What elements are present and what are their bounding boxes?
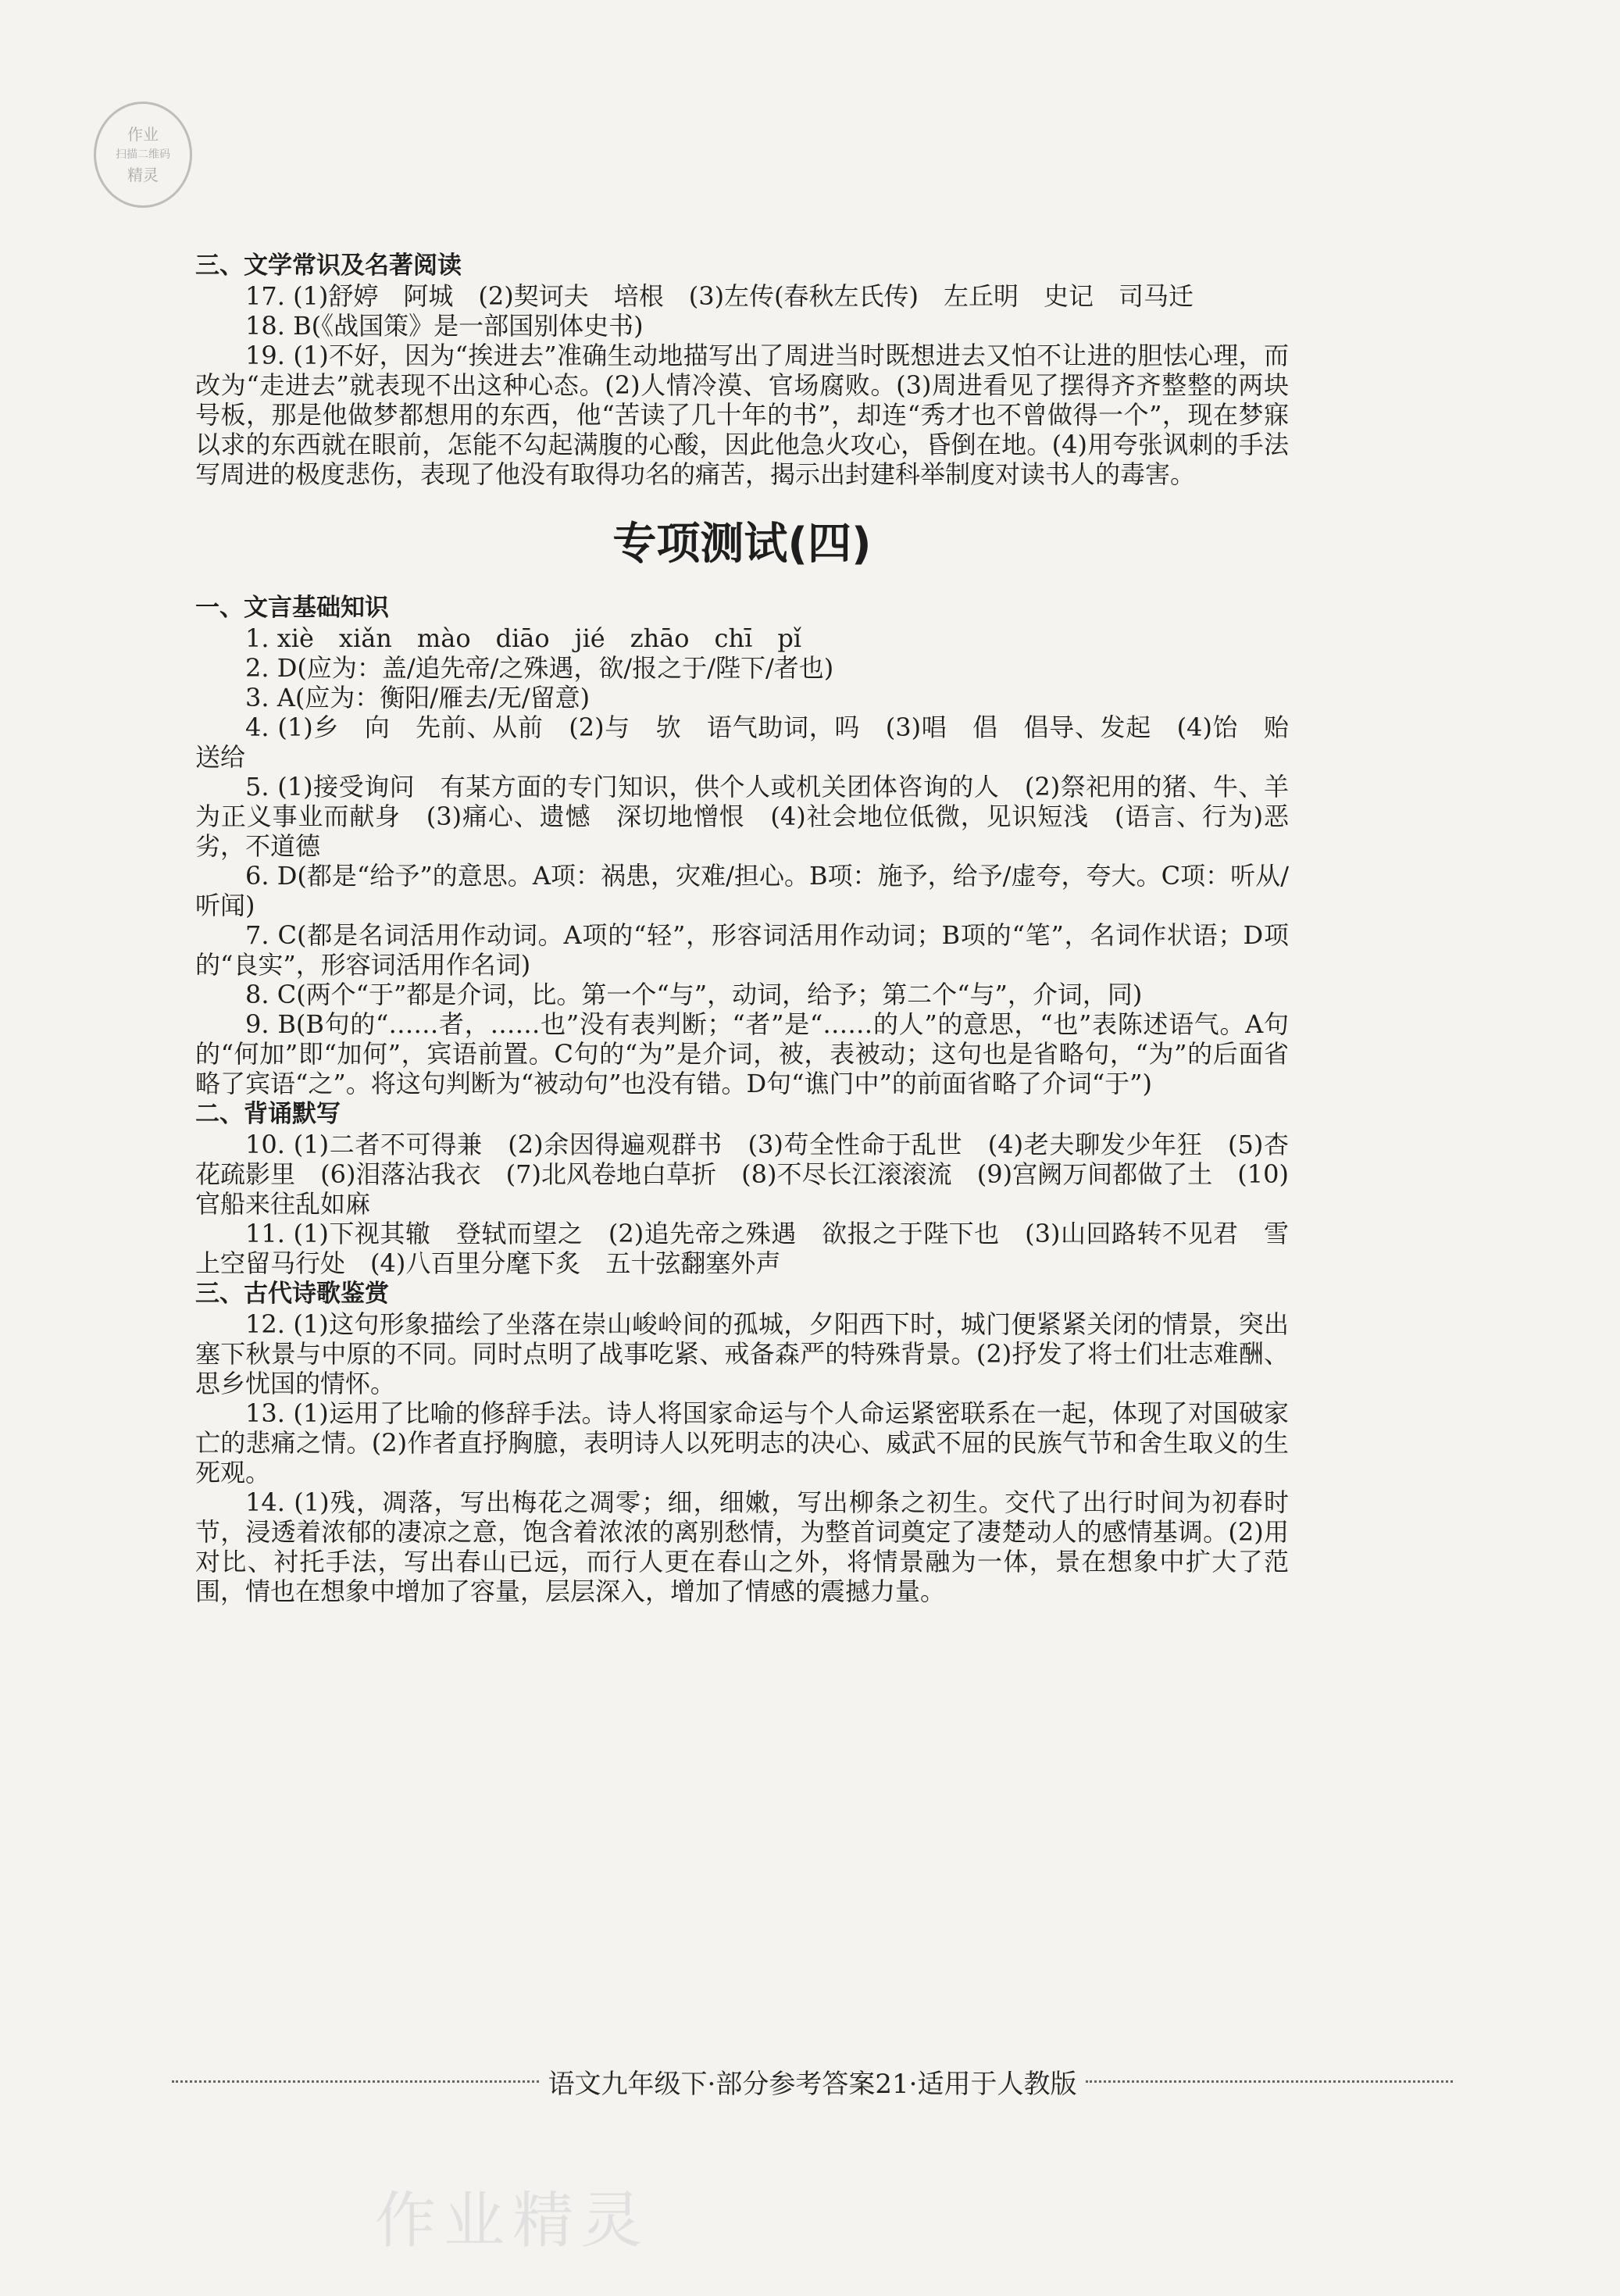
section-heading-poetry: 三、古代诗歌鉴赏 <box>195 1280 389 1308</box>
page-footer <box>172 2062 1453 2101</box>
answer-2: 2. D(应为：盖/追先帝/之殊遇，欲/报之于/陛下/者也) <box>245 653 834 683</box>
answer-3: 3. A(应为：衡阳/雁去/无/留意) <box>245 683 591 712</box>
answer-8: 8. C(两个“于”都是介词，比。第一个“与”，动词，给予；第二个“与”，介词，同) <box>245 980 1143 1009</box>
section-heading-literature: 三、文学常识及名著阅读 <box>195 252 462 280</box>
answer-6: 6. D(都是“给予”的意思。A项：祸患，灾难/担心。B项：施予，给予/虚夸，夸大。C项：听从/听闻) <box>195 861 1289 920</box>
stamp-line-3: 精灵 <box>127 166 159 184</box>
section-heading-recitation: 二、背诵默写 <box>195 1100 341 1128</box>
answer-4: 4. (1)乡 向 先前、从前 (2)与 欤 语气助词，吗 (3)唱 倡 倡导、发起 (4)饴 贻 送给 <box>195 712 1315 772</box>
answer-7: 7. C(都是名词活用作动词。A项的“轻”，形容词活用作动词；B项的“笔”，名词作状语；D项的“良实”，形容词活用作名词) <box>195 920 1289 980</box>
qr-stamp-logo <box>94 102 192 208</box>
answer-14: 14. (1)残，凋落，写出梅花之凋零；细，细嫩，写出柳条之初生。交代了出行时间为初春时节，浸透着浓郁的凄凉之意，饱含着浓浓的离别愁情，为整首词奠定了凄楚动人的感情基调。(2)用对比、衬托手法，写出春山已远，而行人更在春山之外，将情景融为一体，景在想象中扩大了范围，情也在想象中增加了容量，层层深入，增加了情感的震撼力量。 <box>195 1487 1289 1606</box>
section-heading-classical-chinese: 一、文言基础知识 <box>195 594 389 622</box>
answer-18: 18. B(《战国策》是一部国别体史书) <box>245 311 644 341</box>
stamp-line-1: 作业 <box>127 125 159 144</box>
watermark-logo: 作业精灵 <box>375 2186 651 2256</box>
answer-5: 5. (1)接受询问 有某方面的专门知识，供个人或机关团体咨询的人 (2)祭祀用的猪、牛、羊 为正义事业而献身 (3)痛心、遗憾 深切地憎恨 (4)社会地位低微，见识短浅 (语言、行为)恶劣，不道德 <box>195 772 1315 861</box>
footer-divider-right <box>1086 2080 1453 2083</box>
answer-10: 10. (1)二者不可得兼 (2)余因得遍观群书 (3)苟全性命于乱世 (4)老夫聊发少年狂 (5)杏花疏影里 (6)泪落沾我衣 (7)北风卷地白草折 (8)不尽长江滚滚流 (9)宫阙万间都做了土 (10)官船来往乱如麻 <box>195 1130 1289 1219</box>
answer-19: 19. (1)不好，因为“挨进去”准确生动地描写出了周进当时既想进去又怕不让进的胆怯心理，而改为“走进去”就表现不出这种心态。(2)人情冷漠、官场腐败。(3)周进看见了摆得齐齐整整的两块号板，那是他做梦都想用的东西，他“苦读了几十年的书”，却连“秀才也不曾做得一个”，现在梦寐以求的东西就在眼前，怎能不勾起满腹的心酸，因此他急火攻心，昏倒在地。(4)用夸张讽刺的手法写周进的极度悲伤，表现了他没有取得功名的痛苦，揭示出封建科举制度对读书人的毒害。 <box>195 341 1289 489</box>
footer-text: 语文九年级下·部分参考答案21·适用于人教版 <box>548 2069 1077 2100</box>
answer-1: 1. xiè xiǎn mào diāo jié zhāo chī pǐ <box>245 623 802 653</box>
stamp-line-2: 扫描二维码 <box>116 148 170 161</box>
answer-11: 11. (1)下视其辙 登轼而望之 (2)追先帝之殊遇 欲报之于陛下也 (3)山回路转不见君 雪上空留马行处 (4)八百里分麾下炙 五十弦翻塞外声 <box>195 1219 1289 1278</box>
answer-9: 9. B(B句的“……者，……也”没有表判断；“者”是“……的人”的意思，“也”表陈述语气。A句的“何加”即“加何”，宾语前置。C句的“为”是介词，被，表被动；这句也是省略句，“为”的后面省略了宾语“之”。将这句判断为“被动句”也没有错。D句“谯门中”的前面省略了介词“于”) <box>195 1009 1289 1098</box>
footer-divider-left <box>172 2080 539 2083</box>
answer-17: 17. (1)舒婷 阿城 (2)契诃夫 培根 (3)左传(春秋左氏传) 左丘明 史记 司马迁 <box>245 281 1194 311</box>
answer-content <box>195 250 1315 1606</box>
answer-13: 13. (1)运用了比喻的修辞手法。诗人将国家命运与个人命运紧密联系在一起，体现了对国破家亡的悲痛之情。(2)作者直抒胸臆，表明诗人以死明志的决心、威武不屈的民族气节和舍生取义的生死观。 <box>195 1398 1289 1487</box>
page-title: 专项测试(四) <box>612 519 872 570</box>
answer-12: 12. (1)这句形象描绘了坐落在崇山峻岭间的孤城，夕阳西下时，城门便紧紧关闭的情景，突出塞下秋景与中原的不同。同时点明了战事吃紧、戒备森严的特殊背景。(2)抒发了将士们壮志难酬、思乡忧国的情怀。 <box>195 1309 1289 1398</box>
